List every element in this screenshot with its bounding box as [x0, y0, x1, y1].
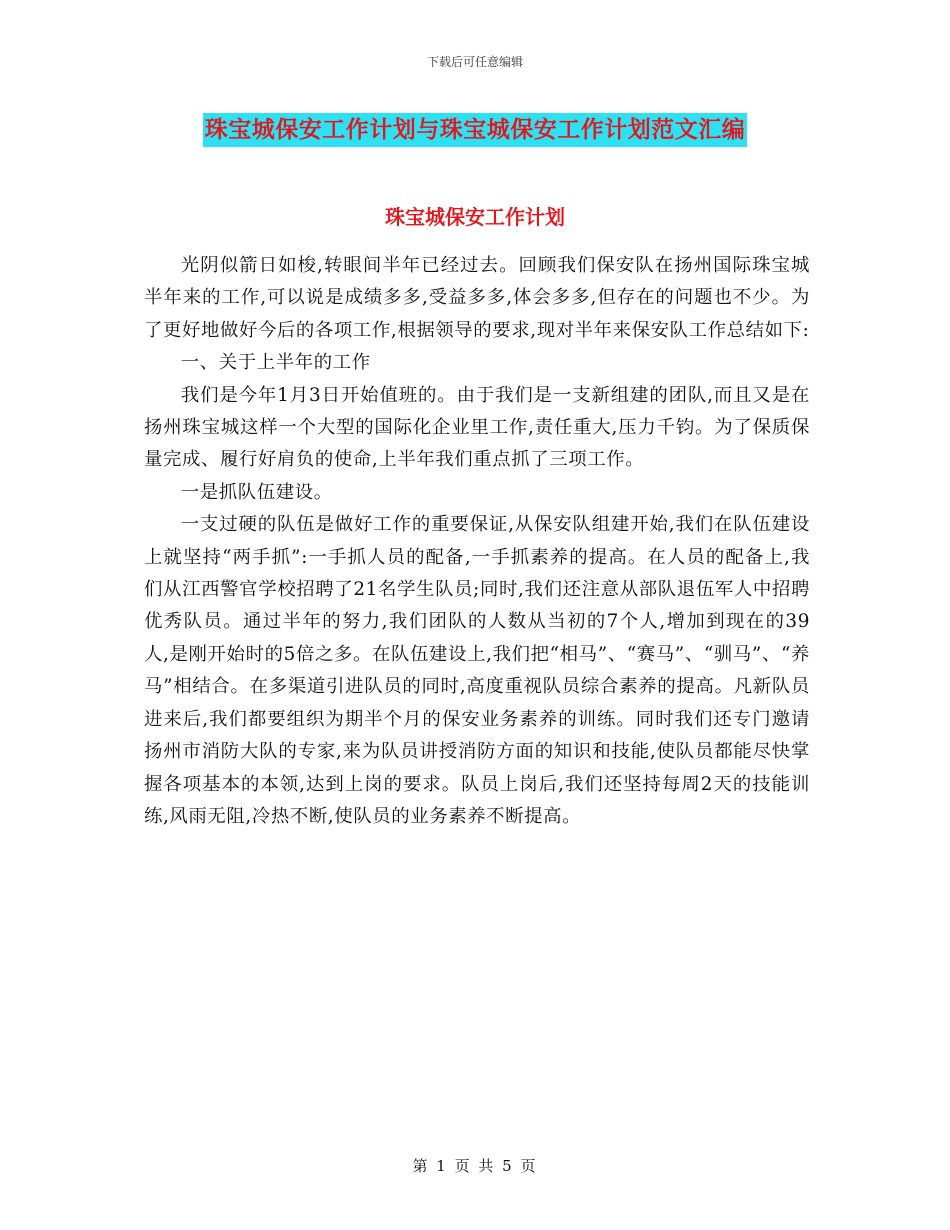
paragraph-start-duty: 我们是今年1月3日开始值班的。由于我们是一支新组建的团队,而且又是在扬州珠宝城这样一个大型的国际化企业里工作,责任重大,压力千钧。为了保质保量完成、履行好肩负的使命,上半年我们重点抓了三项工作。	[144, 384, 810, 471]
main-title-container	[0, 113, 950, 147]
paragraph-intro: 光阴似箭日如梭,转眼间半年已经过去。回顾我们保安队在扬州国际珠宝城半年来的工作,可以说是成绩多多,受益多多,体会多多,但存在的问题也不少。为了更好地做好今后的各项工作,根据领导的要求,现对半年来保安队工作总结如下:	[144, 255, 810, 341]
paragraph-team-building: 一支过硬的队伍是做好工作的重要保证,从保安队组建开始,我们在队伍建设上就坚持“两手抓”:一手抓人员的配备,一手抓素养的提高。在人员的配备上,我们从江西警官学校招聘了21名学生队员;同时,我们还注意从部队退伍军人中招聘优秀队员。通过半年的努力,我们团队的人数从当初的7个人,增加到现在的39 人,是刚开始时的5倍之多。在队伍建设上,我们把“相马”、“赛马”、“驯马”、“养马”相结合。在多渠道引进队员的同时,高度重视队员综合素养的提高。凡新队员进来后,我们都要组织为期半个月的保安业务素养的训练。同时我们还专门邀请扬州市消防大队的专家,来为队员讲授消防方面的知识和技能,使队员都能尽快掌握各项基本的本领,达到上岗的要求。队员上岗后,我们还坚持每周2天的技能训练,风雨无阻,冷热不断,使队员的业务素养不断提高。	[144, 514, 810, 827]
paragraph-item-heading: 一是抓队伍建设。	[180, 481, 333, 503]
document-body	[144, 250, 810, 833]
page-number-footer: 第 1 页 共 5 页	[412, 1157, 538, 1175]
paragraph-section-heading: 一、关于上半年的工作	[180, 352, 371, 374]
document-sub-title: 珠宝城保安工作计划	[385, 205, 565, 229]
document-main-title: 珠宝城保安工作计划与珠宝城保安工作计划范文汇编	[203, 113, 748, 147]
header-note: 下载后可任意编辑	[426, 55, 523, 69]
